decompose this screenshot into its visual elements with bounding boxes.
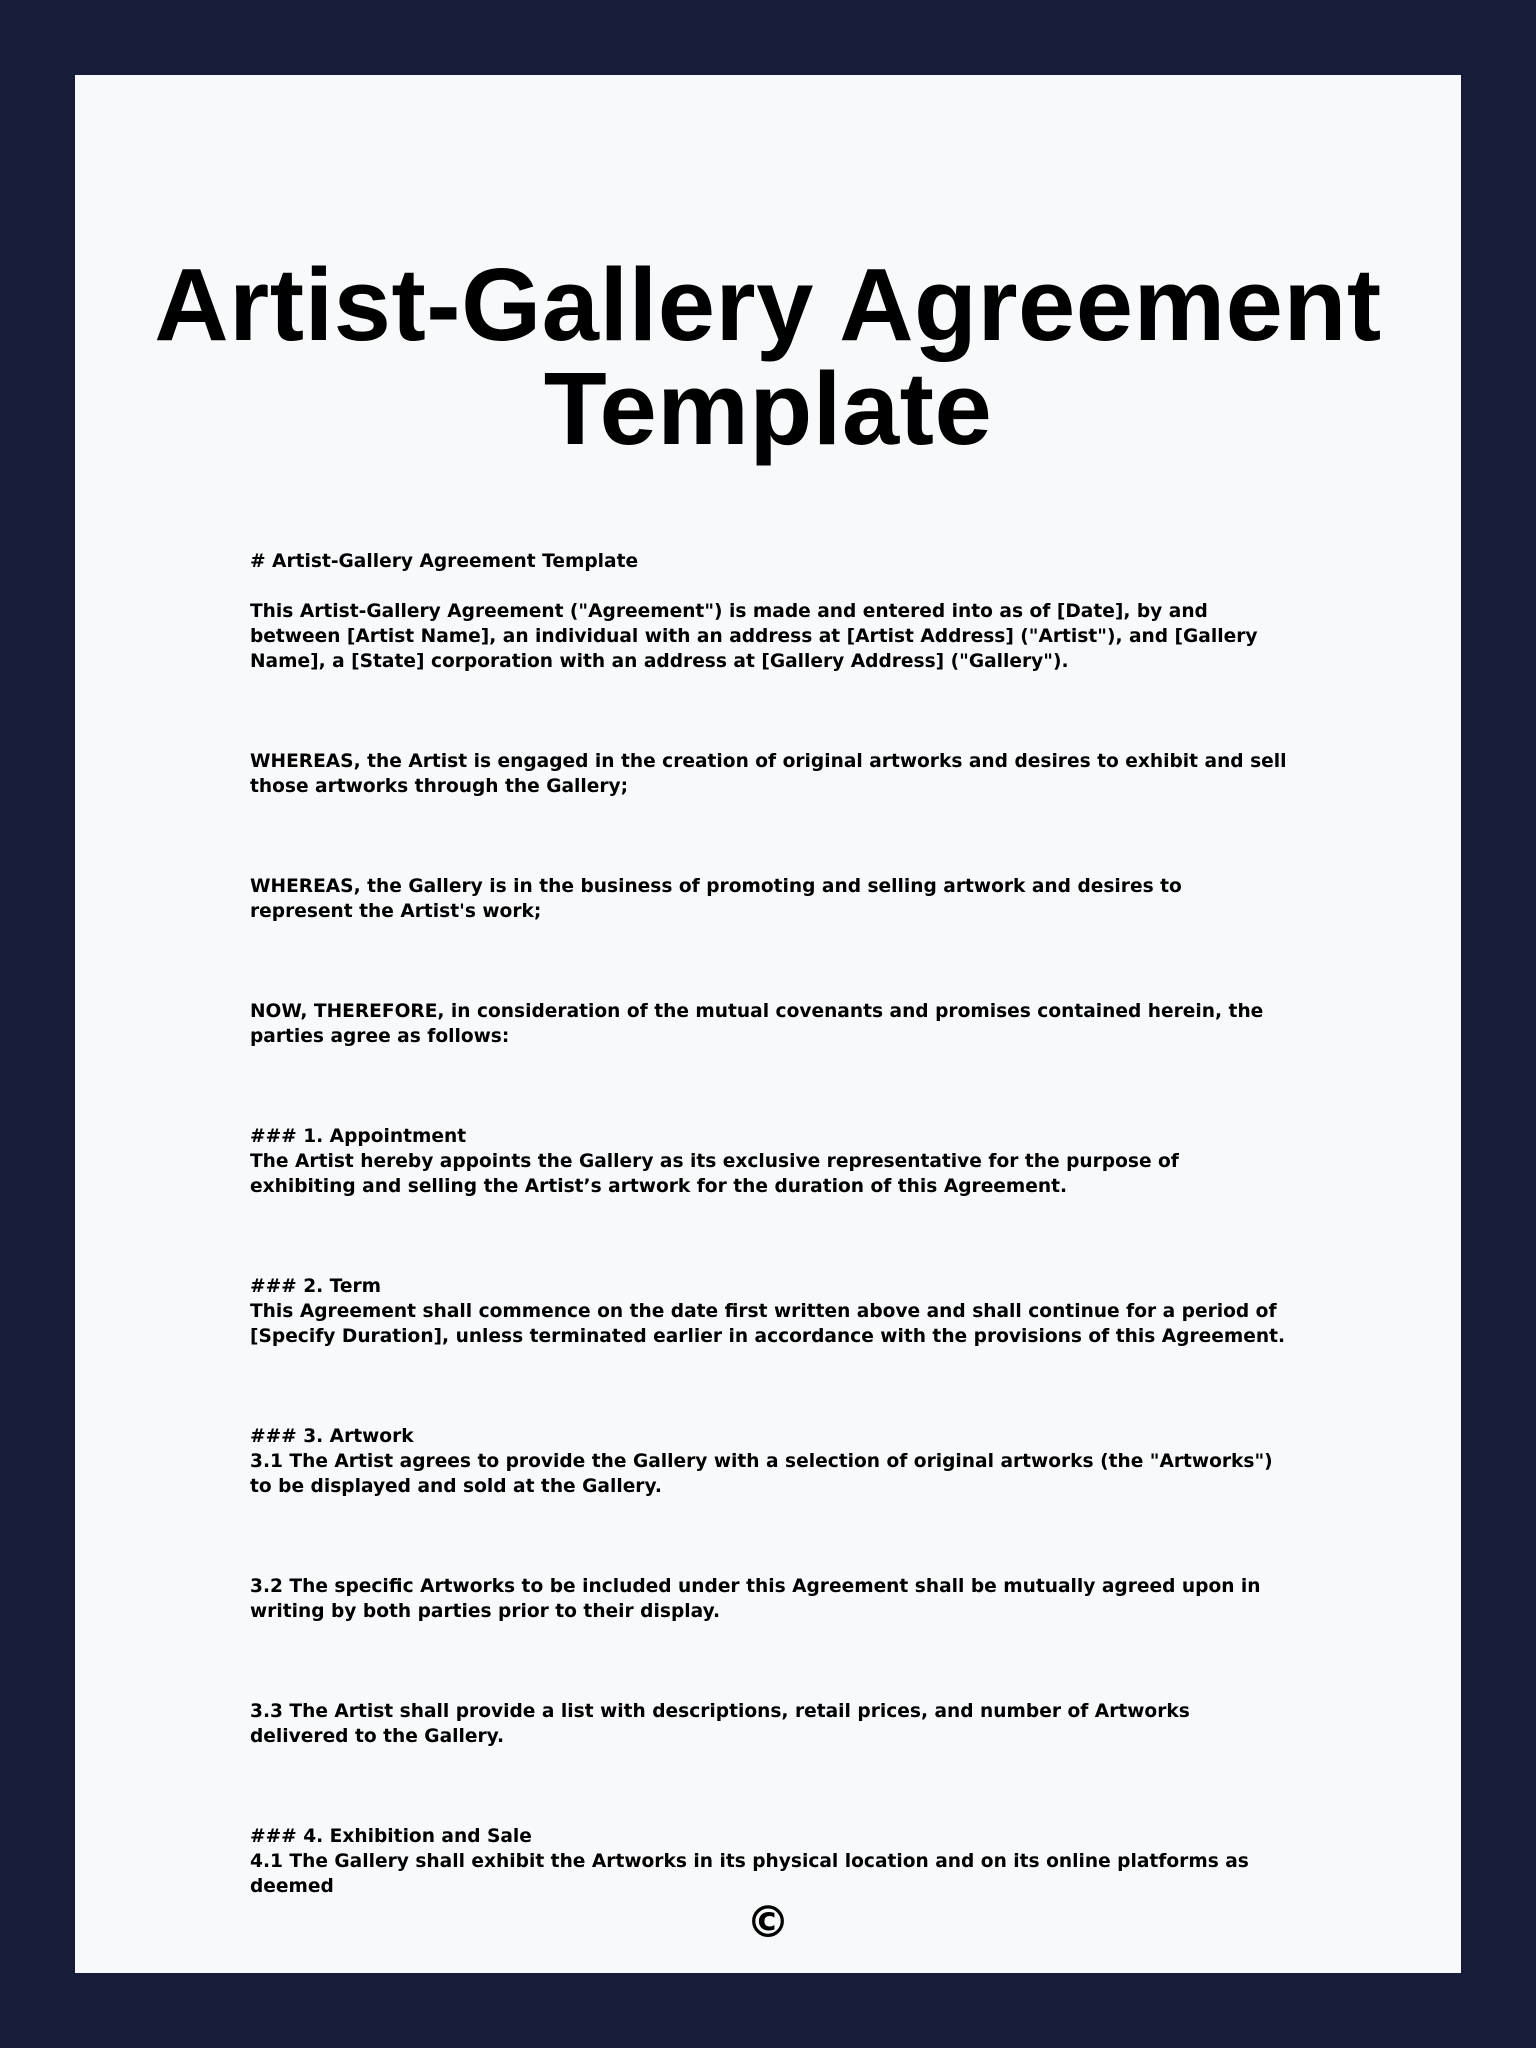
copyright-icon: © <box>746 1897 790 1948</box>
section-heading: ### 4. Exhibition and Sale <box>250 1826 532 1847</box>
document-page <box>75 75 1461 1973</box>
section-paragraph: 3.2 The specific Artworks to be included under this Agreement shall be mutually agreed upon in writing by both parties prior to their display. <box>250 1576 1261 1622</box>
section-paragraph: This Agreement shall commence on the date first written above and shall continue for a period of [Specify Duration], unless terminated earlier in accordance with the provisions of this Agreement. <box>250 1301 1286 1347</box>
document-heading: # Artist-Gallery Agreement Template <box>250 551 639 572</box>
document-body <box>250 549 1290 1899</box>
section-heading: ### 2. Term <box>250 1276 382 1297</box>
recital-paragraph: NOW, THEREFORE, in consideration of the mutual covenants and promises contained herein, the parties agree as follows: <box>250 1001 1264 1047</box>
recital-paragraph: WHEREAS, the Gallery is in the business of promoting and selling artwork and desires to represent the Artist's work; <box>250 876 1182 922</box>
recital-paragraph: WHEREAS, the Artist is engaged in the creation of original artworks and desires to exhibit and sell those artworks through the Gallery; <box>250 751 1287 797</box>
intro-paragraph: This Artist-Gallery Agreement ("Agreement") is made and entered into as of [Date], by and between [Artist Name], an individual with an address at [Artist Address] ("Artist"), and [Gallery Name], a [State] corporation with an address at [Gallery Address] ("Gallery"). <box>250 601 1258 672</box>
page-title: Artist-Gallery Agreement Template <box>154 247 1382 466</box>
section-paragraph: 4.1 The Gallery shall exhibit the Artworks in its physical location and on its online platforms as deemed <box>250 1851 1249 1897</box>
section-paragraph: 3.1 The Artist agrees to provide the Gallery with a selection of original artworks (the "Artworks") to be displayed and sold at the Gallery. <box>250 1451 1273 1497</box>
section-heading: ### 3. Artwork <box>250 1426 414 1447</box>
section-paragraph: 3.3 The Artist shall provide a list with descriptions, retail prices, and number of Artworks delivered to the Gallery. <box>250 1701 1190 1747</box>
section-paragraph: The Artist hereby appoints the Gallery as its exclusive representative for the purpose of exhibiting and selling the Artist’s artwork for the duration of this Agreement. <box>250 1151 1179 1197</box>
section-heading: ### 1. Appointment <box>250 1126 467 1147</box>
